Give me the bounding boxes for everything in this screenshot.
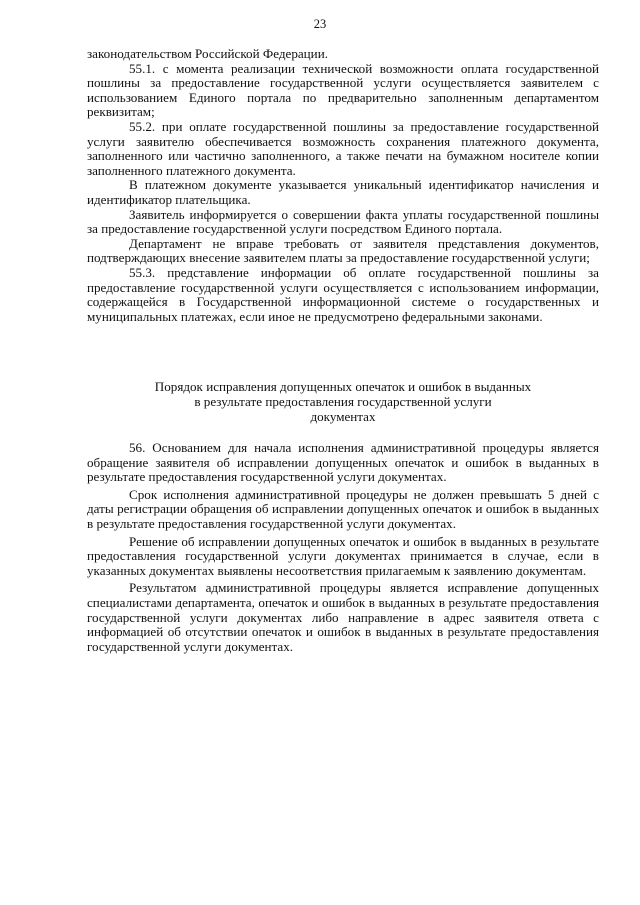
paragraph: В платежном документе указывается уникальный идентификатор начисления и идентификатор плательщика. [87, 177, 599, 207]
paragraph: законодательством Российской Федерации. [87, 46, 328, 61]
paragraph: 55.2. при оплате государственной пошлины за предоставление государственной услуги заявителю обеспечивается возможность сохранения платежного документа, заполненного или частично заполненного, а также печати на бумажном носителе копии заполненного платежного документа. [87, 118, 599, 178]
page-number: 23 [313, 17, 327, 31]
section-heading [87, 379, 599, 424]
paragraph: Заявитель информируется о совершении факта уплаты государственной пошлины за предоставление государственной услуги посредством Единого портала. [87, 206, 599, 237]
section-payment-text [87, 47, 599, 324]
paragraph: Срок исполнения административной процедуры не должен превышать 5 дней с даты регистрации обращения об исправлении допущенных опечаток и ошибок в выданных в результате предоставления государственной услуги документах. [87, 486, 599, 531]
heading-line: документах [310, 409, 376, 424]
paragraph: 55.3. представление информации об оплате государственной пошлины за предоставление государственной услуги осуществляется с использованием информации, содержащейся в Государственной информационной системе о государственных и муниципальных платежах, если иное не предусмотрено федеральными законами. [87, 264, 599, 324]
section-corrections-text [87, 441, 599, 654]
paragraph: 56. Основанием для начала исполнения административной процедуры является обращение заявителя об исправлении допущенных опечаток и ошибок в выданных в результате предоставления государственной услуги документах. [87, 440, 599, 485]
paragraph: Результатом административной процедуры является исправление допущенных специалистами департамента, опечаток и ошибок в выданных в результате предоставления государственной услуги документах либо направление в адрес заявителя ответа с информацией об отсутствии опечаток и ошибок в выданных в результате предоставления государственной услуги документах. [87, 580, 599, 654]
paragraph: Департамент не вправе требовать от заявителя представления документов, подтверждающих внесение заявителем платы за предоставление государственной услуги; [87, 235, 599, 266]
paragraph: Решение об исправлении допущенных опечаток и ошибок в выданных в результате предоставления государственной услуги документах принимается в случае, если в указанных документах выявлены несоответствия прилагаемым к заявлению документам. [87, 533, 599, 578]
paragraph: 55.1. с момента реализации технической возможности оплата государственной пошлины за предоставление государственной услуги осуществляется заявителем с использованием Единого портала по предварительно заполненным департаментом реквизитам; [87, 60, 599, 120]
heading-line: в результате предоставления государственной услуги [194, 394, 492, 409]
heading-line: Порядок исправления допущенных опечаток и ошибок в выданных [154, 379, 532, 394]
